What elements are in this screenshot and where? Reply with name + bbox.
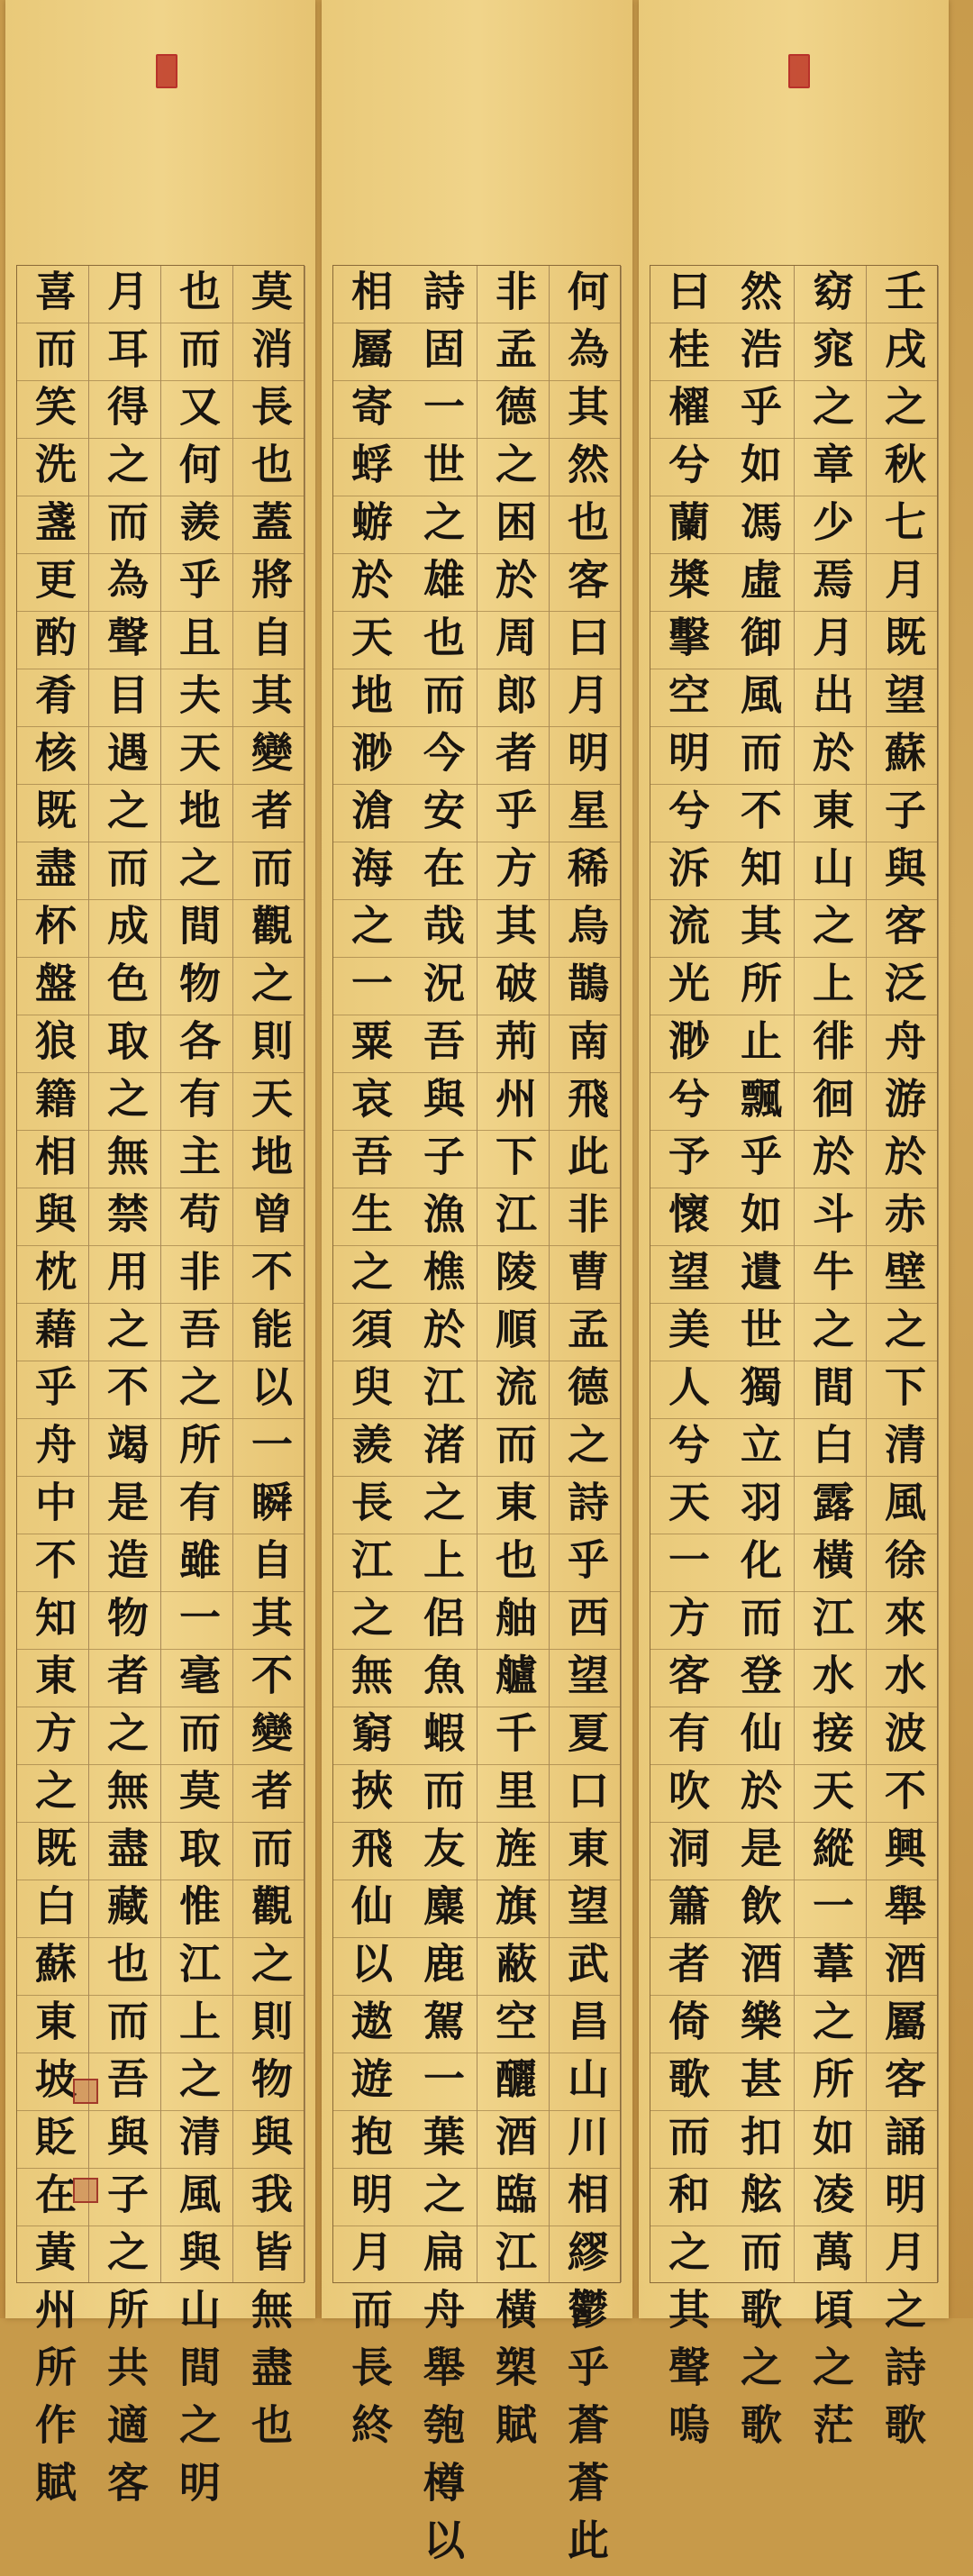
text-column: [233, 266, 305, 2461]
seal-stamp: [788, 54, 810, 88]
column-text: 壬戌之秋七月既望蘇子與客泛舟游於赤壁之下清風徐來水波不興舉酒屬客誦明月之詩歌: [878, 269, 927, 2461]
text-column: [795, 266, 867, 2461]
column-text: 喜而笑洗盞更酌肴核既盡杯盤狼籍相與枕藉乎舟中不知東方之既白蘇東坡貶在黃州所作賦: [29, 269, 77, 2518]
text-column: [477, 266, 550, 2461]
calligraphy-grid-right: [650, 265, 938, 2461]
column-text: 何為其然也客曰月明星稀烏鵲南飛此非曹孟德之詩乎西望夏口東望武昌山川相繆鬱乎蒼蒼此: [561, 269, 610, 2576]
calligraphy-grid-left: [16, 265, 305, 2518]
text-column: [723, 266, 795, 2461]
text-column: [550, 266, 622, 2576]
text-column: [89, 266, 161, 2518]
column-text: 曰桂櫂兮蘭槳擊空明兮泝流光渺兮予懷望美人兮天一方客有吹洞簫者倚歌而和之其聲嗚: [662, 269, 711, 2461]
column-text: 然浩乎如馮虛御風而不知其所止飄乎如遺世獨立羽化而登仙於是飲酒樂甚扣舷而歌之歌: [734, 269, 783, 2461]
column-text: 非孟德之困於周郎者乎方其破荊州下江陵順流而東也舳艫千里旌旗蔽空釃酒臨江橫槊賦: [489, 269, 538, 2461]
column-text: 月耳得之而為聲目遇之而成色取之無禁用之不竭是造物者之無盡藏也而吾與子之所共適客: [101, 269, 150, 2518]
seal-stamp: [156, 54, 177, 88]
signature-seal: [73, 2178, 98, 2203]
column-text: 也而又何羨乎且夫天地之間物各有主苟非吾之所有雖一毫而莫取惟江上之清風與山間之明: [173, 269, 222, 2518]
column-text: 窈窕之章少焉月出於東山之上徘徊於斗牛之間白露橫江水接天縱一葦之所如凌萬頃之茫: [806, 269, 855, 2461]
text-column: [867, 266, 939, 2461]
text-column: [650, 266, 723, 2461]
text-column: [17, 266, 89, 2518]
column-text: 莫消長也蓋將自其變者而觀之則天地曾不能以一瞬自其不變者而觀之則物與我皆無盡也: [245, 269, 294, 2461]
signature-seal: [73, 2079, 98, 2104]
text-column: [405, 266, 477, 2576]
column-text: 詩固一世之雄也而今安在哉況吾與子漁樵於江渚之上侶魚蝦而友麋鹿駕一葉之扁舟舉匏樽以: [417, 269, 466, 2576]
text-column: [161, 266, 233, 2518]
text-column: [333, 266, 405, 2461]
calligraphy-grid-middle: [332, 265, 621, 2576]
column-text: 相屬寄蜉蝣於天地渺滄海之一粟哀吾生之須臾羨長江之無窮挾飛仙以遨遊抱明月而長終: [345, 269, 394, 2461]
